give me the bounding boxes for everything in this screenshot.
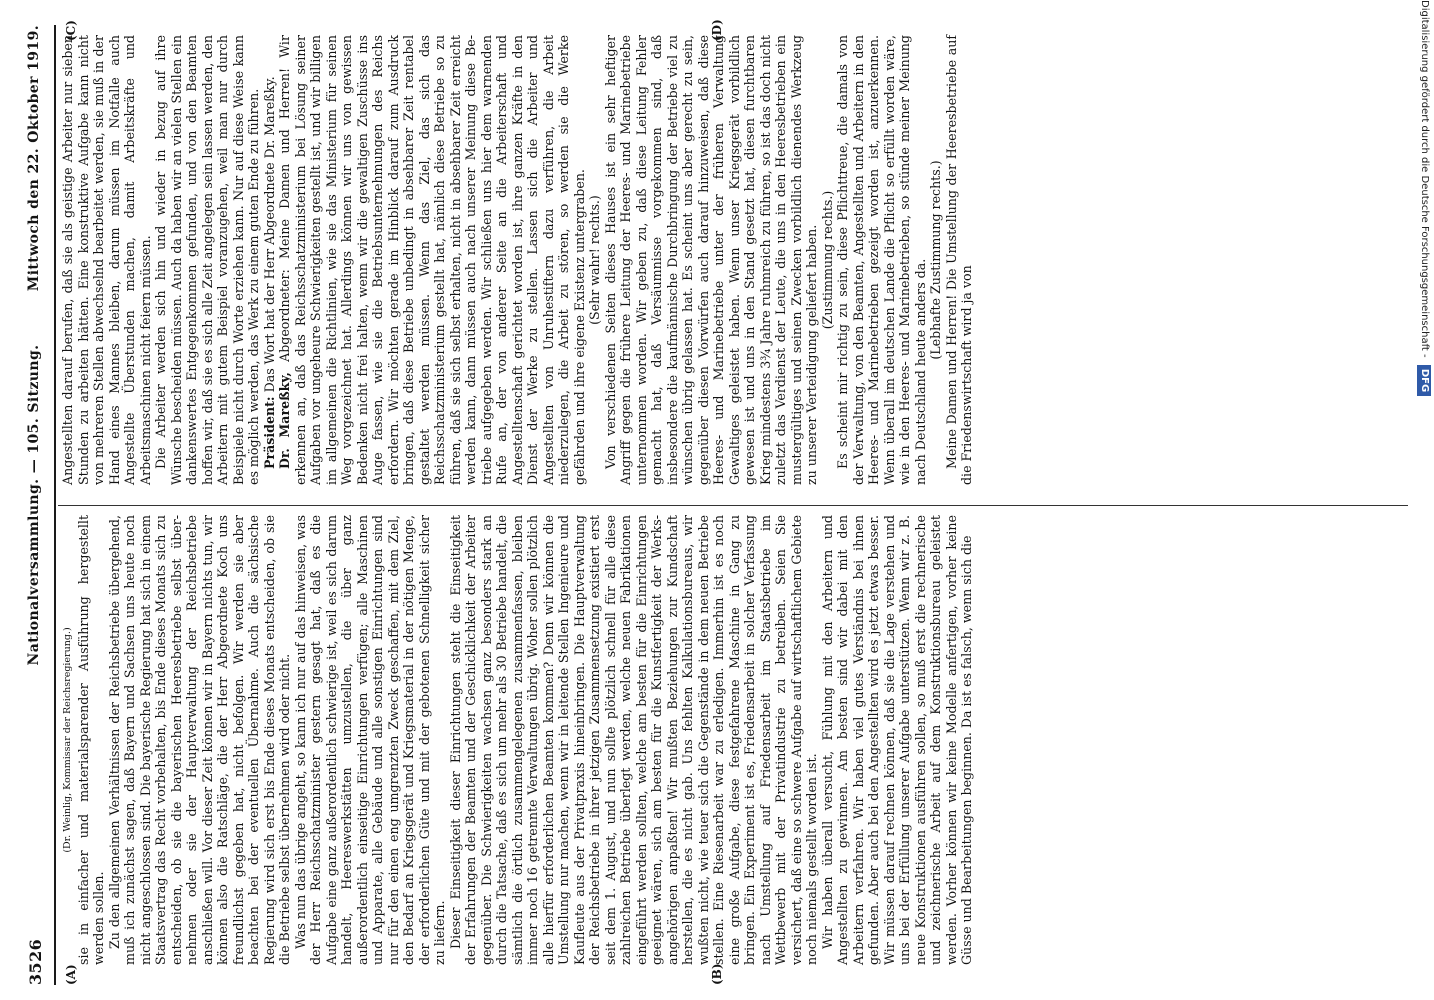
right-column [60, 35, 975, 485]
paragraph: Dieser Einseitigkeit dieser Einrichtungen steht die Einseitigkeit der Erfahrungen der Beamten und der Geschicklichkeit der Arbeiter gegenüber. Die Schwierigkeiten wachsen ganz besonders stark an durch die Tatsache, daß es sich um mehr als 30 Betriebe handelt, die sämtlich die örtlich zusammengelegenen zusammenfassen, bleiben immer noch 16 getrennte Verwaltungen übrig. Woher sollen plötzlich alle hierfür erforderlichen Beamten kommen? Denn wir können die Umstellung nur machen, wenn wir in leitende Stellen Ingenieure und Kaufleute aus der Privatpraxis hineinbringen. Die Hauptverwaltung der Reichsbetriebe in ihrer jetzigen Zusammensetzung existiert erst seit dem 1. August, und nun sollte plötzlich schnell für alle diese zahlreichen Betriebe überlegt werden, welche neuen Fabrikationen eingeführt werden sollten, welche am besten für die Einrichtungen geeignet wären, sich am besten für die Kunstfertigkeit der Werksangehörigen anpaßten! Wir mußten Beziehungen zur Kundschaft herstellen, die es nicht gab. Uns fehlten Kalkulationsbureaus, wir wußten nicht, wie teuer sich die Gegenstände in dem neuen Betriebe stellen. Eine Riesenarbeit war zu erledigen. Immerhin ist es noch eine große Aufgabe, diese festgefahrene Maschine in Gang zu bringen. Ein Experiment ist es, Friedensarbeit in solcher Verfassung nach Umstellung auf Friedensarbeit im Staatsbetriebe im Wettbewerb mit der Privatindustrie zu betreiben. Seien Sie versichert, daß eine so schwere Aufgabe auf wirtschaftlichem Gebiete noch niemals gestellt worden ist. [447, 515, 819, 965]
speech-text: Das Wort hat der Herr Abgeordnete Dr. Mareßky. [261, 76, 277, 393]
margin-marker-c: (C) [64, 20, 78, 41]
speaker-attribution: (Dr. Weinlig, Kommissar der Reichsregierung.) [62, 627, 73, 853]
interjection: (Lebhafte Zustimmung rechts.) [928, 160, 943, 360]
left-column [60, 515, 975, 965]
speaker-name: Präsident: [261, 396, 277, 469]
session-date: Mittwoch den 22. Oktober 1919. [26, 25, 42, 292]
paragraph: Zu den allgemeinen Verhältnissen der Reichsbetriebe übergehend, muß ich zunächst sagen, daß Bayern und Sachsen uns heute noch nicht angeschlossen sind. Die bayerische Regierung hat sich in einem Staatsvertrag das Recht vorbehalten, bis Ende dieses Monats sich zu entscheiden, ob sie die bayerischen Heeresbetriebe selbst übernehmen oder sie der Hauptverwaltung der Reichsbetriebe anschließen will. Vor dieser Zeit können wir in Bayern nichts tun, wir können also die Ratschläge, die der Herr Abgeordnete Koch uns freundlichst gegeben hat, nicht befolgen. Wir werden sie aber beachten bei der eventuellen Übernahme. Auch die sächsische Regierung wird sich erst bis Ende dieses Monats entscheiden, ob sie die Betriebe selbst übernehmen wird oder nicht. [106, 515, 292, 965]
speech-opening [277, 35, 587, 485]
paragraph: Es scheint mir richtig zu sein, diese Pflichttreue, die damals von der Verwaltung, von den Beamten, Angestellten und Arbeitern in den Heeres- und Marinebetrieben gezeigt worden ist, anzuerkennen. Wenn überall im deutschen Lande die Pflicht so erfüllt worden wäre, wie in den Heeres- und Marinebetrieben, so stünde meiner Meinung nach Deutschland heute anders da. [835, 35, 928, 485]
margin-marker-d: (D) [710, 19, 724, 41]
paragraph: sie in einfacher und materialsparender Ausführung hergestellt werden sollen. [75, 515, 106, 965]
speech-text: Abgeordneter: Meine Damen und Herren! Wir erkennen an, daß das Reichsschatzministerium bei Lösung seiner Aufgaben vor ungeheure Schwierigkeiten gestellt ist, und wir billigen im allgemeinen die Richtlinien, wie sie das Ministerium für seinen Weg vorgezeichnet hat. Allerdings können wir uns von gewissen Bedenken nicht frei halten, wenn wir die gewaltigen Zuschüsse ins Auge fassen, wie sie die Betriebsunternehmungen des Reichs erfordern. Wir möchten gerade im Hinblick darauf zum Ausdruck bringen, daß diese Betriebe unbedingt in absehbarer Zeit rentabel gestaltet werden müssen. Wenn das Ziel, das sich das Reichsschatzministerium gestellt hat, nämlich diese Betriebe so zu führen, daß sie sich selbst erhalten, nicht in absehbarer Zeit erreicht werden kann, dann müssen auch nach unserer Meinung diese Betriebe aufgegeben werden. Wir schließen uns hier dem warnenden Rufe an, der von anderer Seite an die Arbeiterschaft und Angestelltenschaft gerichtet worden ist, ihre ganzen Kräfte in den Dienst der Werke zu stellen. Lassen sich die Arbeiter und Angestellten von Unruhestiftern dazu verführen, die Arbeit niederzulegen, die Arbeit zu stören, so werden sie die Werke gefährden und ihre eigene Existenz untergraben. [277, 35, 587, 485]
speaker-name: Dr. Mareßky, [277, 372, 292, 469]
margin-marker-a: (A) [64, 964, 78, 985]
header-rule [54, 25, 56, 985]
digitization-credit [1414, 0, 1434, 1000]
paragraph: Von verschiedenen Seiten dieses Hauses ist ein sehr heftiger Angriff gegen die frühere Leitung der Heeres- und Marinebetriebe unternommen worden. Wir geben zu, daß diese Leitung Fehler gemacht hat, daß Versäumnisse vorgekommen sind, daß insbesondere die kaufmännische Durchbringung der Betriebe viel zu wünschen übrig gelassen hat. Es scheint uns aber gerecht zu sein, gegenüber diesen Vorwürfen auch darauf hinzuweisen, daß diese Heeres- und Marinebetriebe unter der früheren Verwaltung Gewaltiges geleistet haben. Wenn unser Kriegsgerät vorbildlich gewesen ist und uns in den Stand gesetzt hat, diesen furchtbaren Krieg mindestens 3¾ Jahre ruhmreich zu führen, so ist das doch nicht zuletzt das Verdienst der Leute, die uns in den Heeresbetrieben ein mustergültiges und seinen Zwecken vorbildlich dienendes Werkzeug zu unserer Verteidigung geliefert haben. [602, 35, 819, 485]
interjection: (Sehr wahr! rechts.) [587, 195, 602, 325]
paragraph: Meine Damen und Herren! Die Umstellung der Heeresbetriebe auf die Friedenswirtschaft wird ja von [943, 35, 974, 485]
dfg-logo: DFG [1417, 365, 1431, 396]
page-number: 3526 [26, 938, 45, 985]
paragraph: Was nun das übrige angeht, so kann ich nur auf das hinweisen, was der Herr Reichsschatzminister gestern gesagt hat, daß es die Aufgabe eine ganz außerordentlich schwierige ist, weil es sich darum handelt, Heereswerkstätten umzustellen, die über ganz außerordentlich einseitige Einrichtungen verfügen; alle Maschinen und Apparate, alle Gebäude und alle sonstigen Einrichtungen sind nur für den einen eng umgrenzten Zweck geschaffen, mit dem Ziel, den Bedarf an Kriegsgerät und Kriegsmaterial in der nötigen Menge, der erforderlichen Güte und mit der gebotenen Schnelligkeit sicher zu liefern. [292, 515, 447, 965]
session-title: Nationalversammlung. — 105. Sitzung. [26, 344, 42, 666]
paragraph: Angestellten darauf berufen, daß sie als geistige Arbeiter nur sieben Stunden zu arbeiten hätten. Eine konstruktive Aufgabe kann nicht von mehreren Stellen abwechselnd bearbeitet werden, sie muß in der Hand eines Mannes bleiben, darum müssen im Notfalle auch Angestellte Überstunden machen, damit Arbeitskräfte und Arbeitsmaschinen nicht feiern müssen. [60, 35, 153, 485]
credit-text: Digitalisierung gefördert durch die Deutsche Forschungsgemeinschaft - [1419, 0, 1430, 358]
page-header [20, 25, 50, 985]
paragraph: Die Arbeiter werden sich hin und wieder in bezug auf ihre Wünsche bescheiden müssen. Auch da haben wir an vielen Stellen ein dankenswertes Entgegenkommen gefunden, und von den Beamten hoffen wir, daß sie es sich alle Zeit angelegen sein lassen werden, den Arbeitern mit gutem Beispiel voranzugehen, weil man nur durch Beispiele nicht durch Worte erziehen kann. Nur auf diese Weise kann es möglich werden, das Werk zu einem guten Ende zu führen. [153, 35, 261, 485]
speech-opening [262, 35, 278, 485]
interjection: (Zustimmung rechts.) [819, 190, 835, 330]
document-page [20, 19, 1420, 985]
margin-marker-b: (B) [710, 963, 724, 985]
column-divider [58, 505, 1408, 506]
paragraph: Wir haben überall versucht, Fühlung mit den Arbeitern und Angestellten zu gewinnen. Am besten sind wir dabei mit den Arbeitern verfahren. Wir haben viel gutes Verständnis bei ihnen gefunden. Aber auch bei den Angestellten wird es jetzt etwas besser. Wir müssen darauf rechnen können, daß sie die Lage verstehen und uns bei der Erfüllung unserer Aufgabe unterstützen. Wenn wir z. B. neue Konstruktionen ausführen sollen, so muß erst die rechnerische und zeichnerische Arbeit auf dem Konstruktionsbureau geleistet werden. Vorher können wir keine Modelle anfertigen, vorher keine Güsse und Bearbeitungen beginnen. Da ist es falsch, wenn sich die [819, 515, 974, 965]
